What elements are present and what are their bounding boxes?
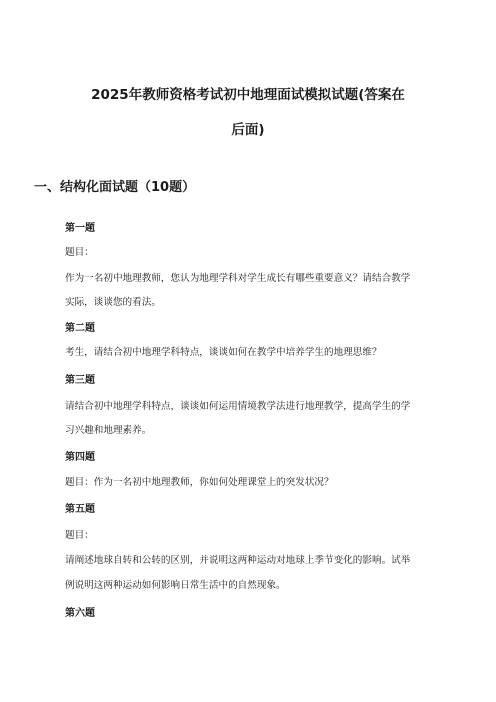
- question-2-text-line-1: 考生，请结合初中地理学科特点，谈谈如何在教学中培养学生的地理思维？: [65, 347, 382, 358]
- question-5-heading: 第五题: [65, 504, 95, 515]
- question-2-heading: 第二题: [65, 323, 95, 334]
- question-1-text-line-1: 作为一名初中地理教师，您认为地理学科对学生成长有哪些重要意义？请结合教学: [65, 273, 411, 284]
- question-1-text-line-2: 实际，谈谈您的看法。: [65, 297, 161, 308]
- question-3-heading: 第三题: [65, 375, 95, 386]
- question-1-label: 题目：: [65, 247, 94, 258]
- question-6-heading: 第六题: [65, 608, 95, 619]
- question-1-heading: 第一题: [65, 223, 95, 234]
- question-3-text-line-2: 习兴趣和地理素养。: [65, 425, 152, 436]
- question-3-text-line-1: 请结合初中地理学科特点，谈谈如何运用情境教学法进行地理教学，提高学生的学: [65, 401, 411, 412]
- question-4-heading: 第四题: [65, 452, 95, 463]
- document-title-line-1: 2025年教师资格考试初中地理面试模拟试题(答案在: [91, 87, 405, 103]
- section-heading: 一、结构化面试题（10题）: [34, 180, 196, 195]
- question-5-label: 题目：: [65, 530, 94, 541]
- question-4-text-line-1: 题目：作为一名初中地理教师，你如何处理课堂上的突发状况？: [65, 477, 334, 488]
- document-title-line-2: 后面): [231, 122, 265, 138]
- question-5-text-line-2: 例说明这两种运动如何影响日常生活中的自然现象。: [65, 580, 286, 591]
- question-5-text-line-1: 请阐述地球自转和公转的区别，并说明这两种运动对地球上季节变化的影响。试举: [65, 555, 411, 566]
